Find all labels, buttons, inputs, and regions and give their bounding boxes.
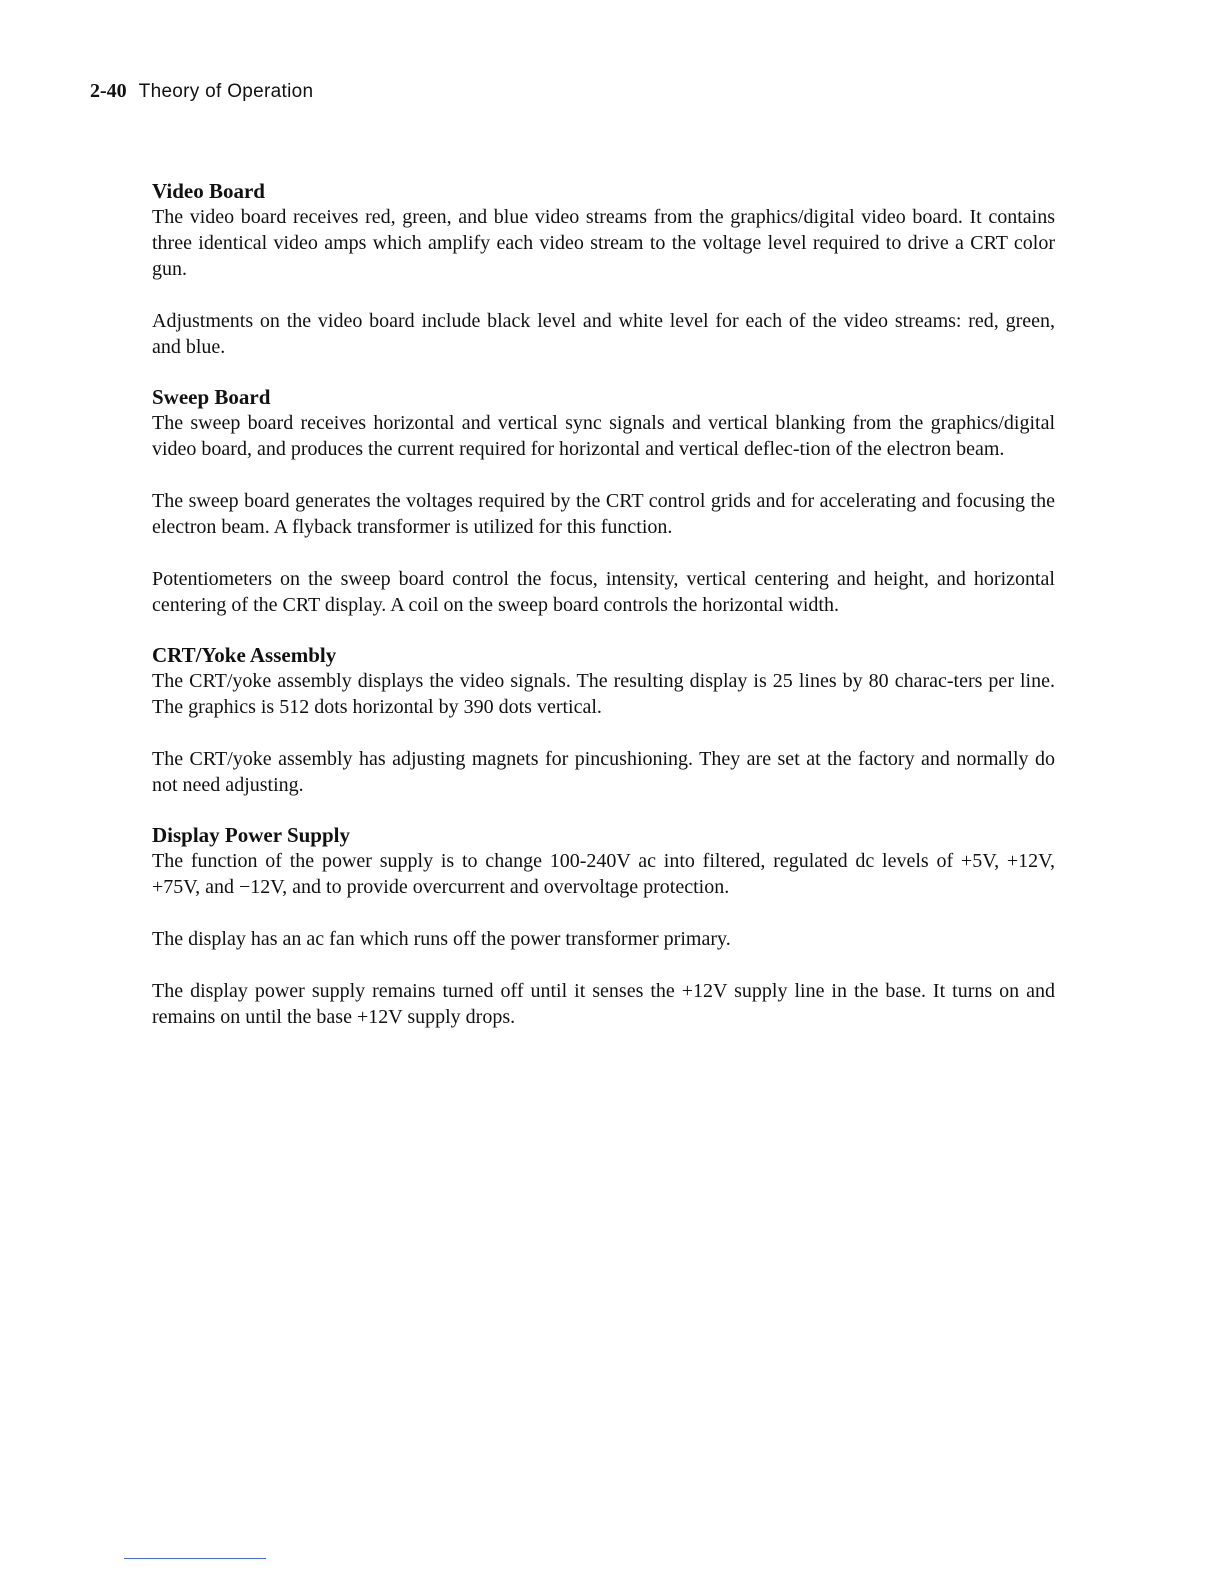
paragraph: Potentiometers on the sweep board control the focus, intensity, vertical centering and height, and horizontal centering of the CRT display. A coil on the sweep board controls the horizontal width. (152, 568, 1055, 616)
paragraph: Adjustments on the video board include black level and white level for each of the video streams: red, green, and blue. (152, 310, 1055, 358)
section-crt-yoke-assembly (152, 642, 1055, 798)
paragraph: The display has an ac fan which runs off the power transformer primary. (152, 928, 731, 950)
section-heading: Video Board (152, 179, 265, 203)
paragraph: The CRT/yoke assembly displays the video signals. The resulting display is 25 lines by 80 charac-ters per line. The graphics is 512 dots horizontal by 390 dots vertical. (152, 670, 1055, 718)
section-heading: CRT/Yoke Assembly (152, 643, 337, 667)
section-heading: Sweep Board (152, 385, 271, 409)
page-section-title: Theory of Operation (138, 81, 314, 102)
section-heading: Display Power Supply (152, 823, 350, 847)
section-video-board (152, 178, 1055, 360)
paragraph: The video board receives red, green, and blue video streams from the graphics/digital video board. It contains three identical video amps which amplify each video stream to the voltage level required to drive a CRT color gun. (152, 206, 1055, 280)
paragraph: The sweep board generates the voltages required by the CRT control grids and for accelerating and focusing the electron beam. A flyback transformer is utilized for this function. (152, 490, 1055, 538)
paragraph: The display power supply remains turned off until it senses the +12V supply line in the base. It turns on and remains on until the base +12V supply drops. (152, 980, 1055, 1028)
footer-rule (124, 1558, 266, 1559)
paragraph: The function of the power supply is to change 100-240V ac into filtered, regulated dc levels of +5V, +12V, +75V, and −12V, and to provide overcurrent and overvoltage protection. (152, 850, 1055, 898)
section-sweep-board (152, 384, 1055, 618)
page-header (90, 76, 313, 107)
page-number: 2-40 (90, 80, 127, 102)
paragraph: The sweep board receives horizontal and vertical sync signals and vertical blanking from the graphics/digital video board, and produces the current required for horizontal and vertical deflec-tion of the electron beam. (152, 412, 1055, 460)
paragraph: The CRT/yoke assembly has adjusting magnets for pincushioning. They are set at the factory and normally do not need adjusting. (152, 748, 1055, 796)
page-body (152, 178, 1055, 1054)
section-display-power-supply (152, 822, 1055, 1030)
